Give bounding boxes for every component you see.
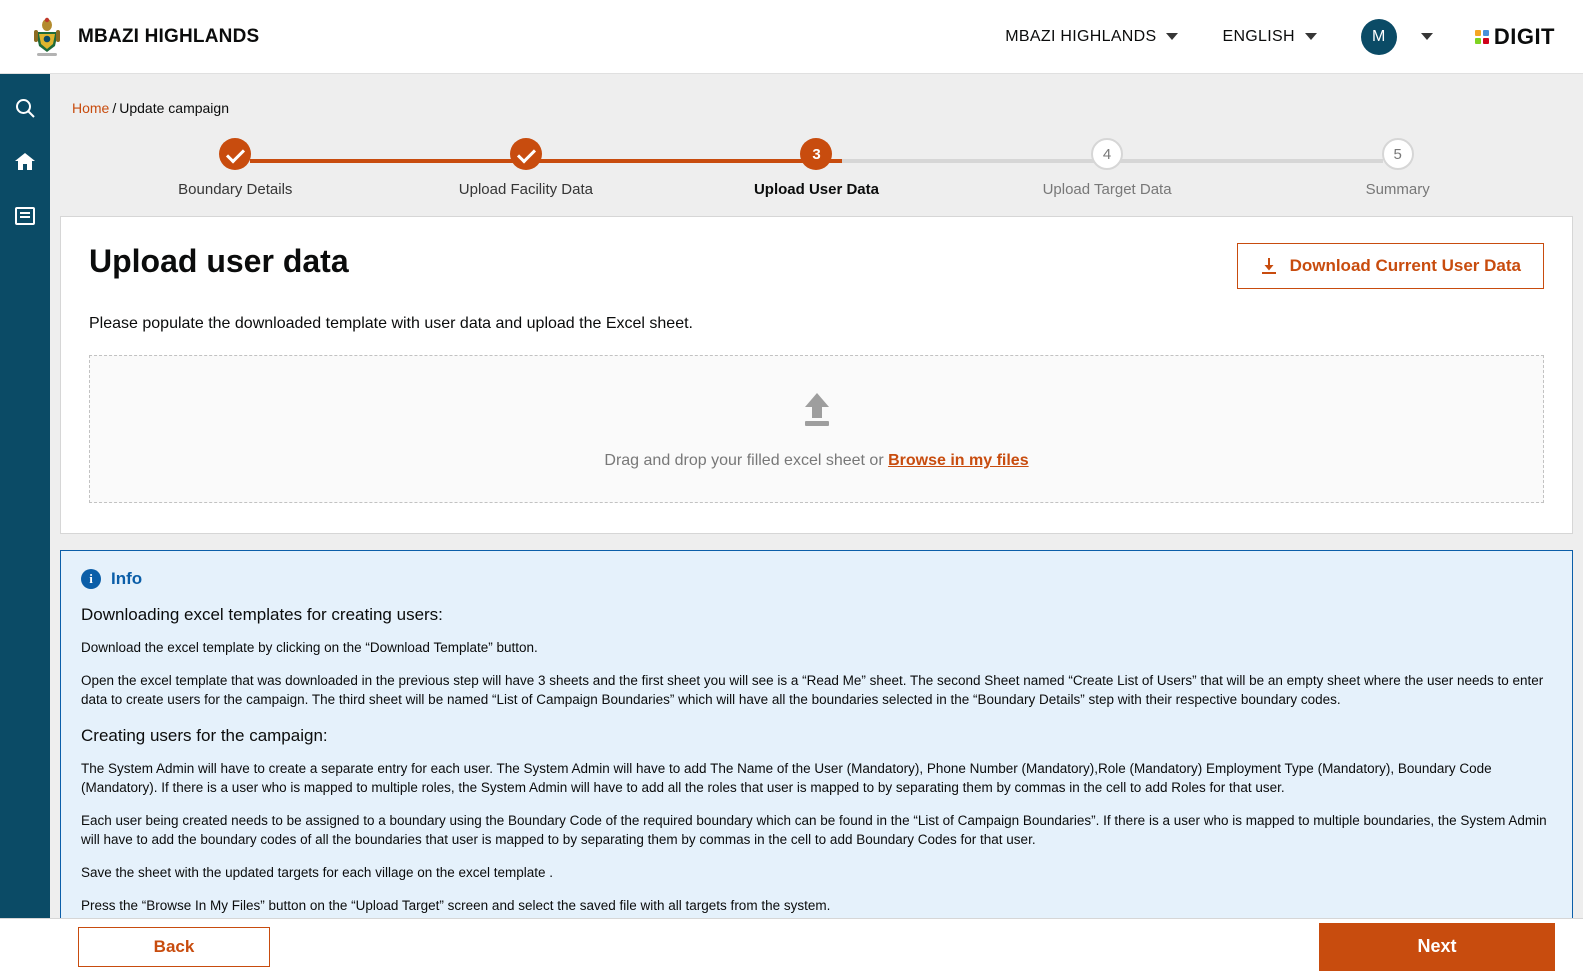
brand-title: MBAZI HIGHLANDS [78, 25, 260, 47]
main-content [50, 74, 1583, 974]
breadcrumb-separator: / [112, 100, 117, 116]
info-paragraph-5: Save the sheet with the updated targets for each village on the excel template . [81, 864, 554, 880]
download-current-user-data-button[interactable] [1237, 243, 1544, 289]
step-4-upload-target-data[interactable] [962, 138, 1253, 198]
digit-dots-icon [1475, 30, 1489, 44]
info-paragraph-2: Open the excel template that was downloaded in the previous step will have 3 sheets and the first sheet you will see is a “Read Me” sheet. The second Sheet named “Create List of Users” that will be an empty sheet where the user needs to enter data to create users for the campaign. The third sheet will be named “List of Campaign Boundaries” which will have all the boundaries selected in the “Boundary Details” step with their respective boundary codes. [81, 672, 1544, 708]
download-icon [1260, 257, 1278, 275]
digit-wordmark: DIGIT [1493, 23, 1555, 49]
back-button[interactable]: Back [78, 927, 270, 967]
upload-card [60, 216, 1573, 534]
breadcrumb-current: Update campaign [119, 100, 229, 116]
upload-card-header [89, 243, 1544, 289]
header-actions [983, 19, 1583, 55]
tenant-selector-label: MBAZI HIGHLANDS [1005, 27, 1157, 45]
step-4-circle: 4 [1091, 138, 1123, 170]
step-2-upload-facility-data[interactable] [381, 138, 672, 198]
dropzone-text [604, 452, 1028, 470]
digit-logo [1475, 24, 1555, 50]
check-icon [518, 149, 534, 160]
step-5-circle: 5 [1382, 138, 1414, 170]
step-4-label: Upload Target Data [1042, 181, 1172, 198]
breadcrumb-home[interactable]: Home [72, 100, 110, 116]
left-sidebar [0, 74, 50, 974]
info-heading-creating: Creating users for the campaign: [81, 725, 328, 745]
chevron-down-icon [1421, 33, 1433, 40]
state-emblem-icon [30, 16, 64, 58]
download-button-label: Download Current User Data [1289, 256, 1521, 275]
check-icon [227, 149, 243, 160]
info-panel-header [81, 569, 1552, 589]
document-icon[interactable] [13, 204, 37, 228]
step-5-label: Summary [1365, 181, 1430, 198]
step-2-label: Upload Facility Data [458, 181, 593, 198]
step-2-circle [510, 138, 542, 170]
chevron-down-icon [1166, 33, 1178, 40]
info-panel [60, 550, 1573, 936]
info-paragraph-4: Each user being created needs to be assigned to a boundary using the Boundary Code of the required boundary which can be found in the “List of Campaign Boundaries”. If there is a user who is mapped to multiple boundaries, the System Admin will have to add the boundary codes of all the boundaries that user is mapped to by separating them by commas in the cell to add Boundary Codes for that user. [81, 812, 1547, 848]
step-1-circle [219, 138, 251, 170]
avatar: M [1361, 19, 1397, 55]
upload-instruction: Please populate the downloaded template with user data and upload the Excel sheet. [89, 315, 693, 332]
step-3-circle: 3 [800, 138, 832, 170]
info-paragraph-1: Download the excel template by clicking on the “Download Template” button. [81, 640, 538, 655]
tenant-selector[interactable] [983, 28, 1200, 46]
language-selector-label: ENGLISH [1222, 27, 1295, 45]
upload-icon [796, 388, 838, 430]
step-3-upload-user-data[interactable] [671, 138, 962, 198]
chevron-down-icon [1305, 33, 1317, 40]
profile-menu[interactable] [1339, 19, 1433, 55]
search-icon[interactable] [13, 96, 37, 120]
info-heading-download: Downloading excel templates for creating users: [81, 605, 443, 624]
info-paragraph-3: The System Admin will have to create a separate entry for each user. The System Admin will have to add The Name of the User (Mandatory), Phone Number (Mandatory),Role (Mandatory) Employment Type (Mandatory), Boundary Code (Mandatory). If there is a user who is mapped to multiple roles, the System Admin will have to add all the roles that user is mapped to by separating them by commas in the cell to add Roles for that user. [81, 760, 1492, 796]
stepper [90, 138, 1543, 208]
page-title: Upload user data [89, 243, 349, 279]
step-3-label: Upload User Data [753, 181, 879, 198]
next-button[interactable]: Next [1319, 923, 1555, 971]
step-5-summary[interactable] [1252, 138, 1543, 198]
home-icon[interactable] [13, 150, 37, 174]
step-1-label: Boundary Details [178, 181, 293, 198]
file-dropzone[interactable] [89, 355, 1544, 503]
browse-files-link[interactable]: Browse in my files [888, 452, 1029, 469]
breadcrumb [50, 74, 1583, 116]
info-icon: i [81, 569, 101, 589]
step-1-boundary-details[interactable] [90, 138, 381, 198]
dropzone-hint: Drag and drop your filled excel sheet or [604, 452, 884, 469]
header-brand [0, 16, 259, 58]
info-panel-title: Info [111, 569, 143, 588]
info-paragraph-6: Press the “Browse In My Files” button on the “Upload Target” screen and select the saved file with all targets from the system. [81, 897, 831, 913]
language-selector[interactable] [1200, 28, 1338, 46]
top-header [0, 0, 1583, 74]
footer-bar [0, 918, 1583, 974]
